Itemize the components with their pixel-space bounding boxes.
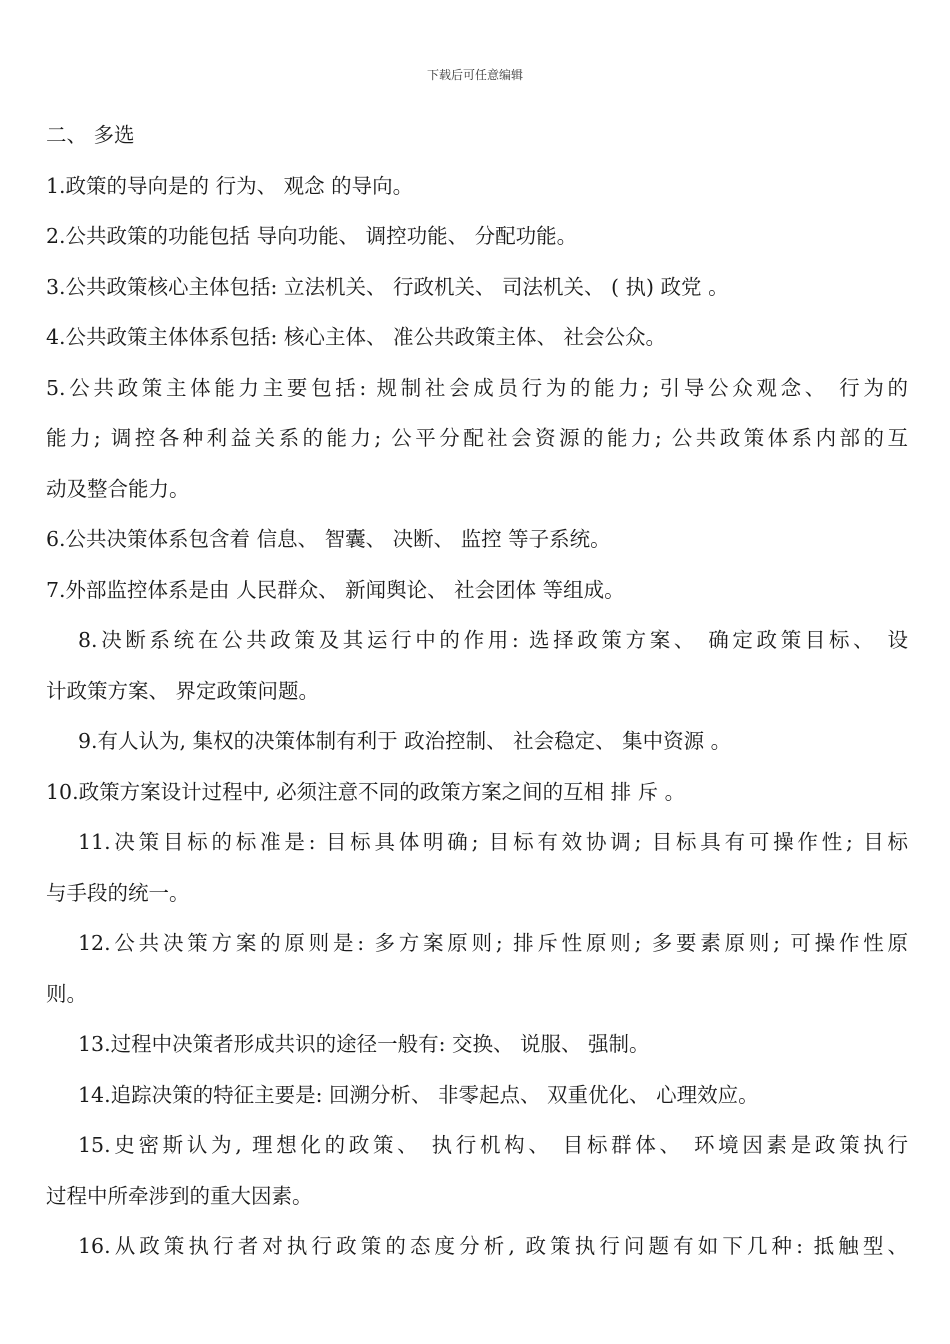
text-line: 计政策方案、 界定政策问题。 (46, 678, 320, 703)
text-line: 6.公共决策体系包含着 信息、 智囊、 决断、 监控 等子系统。 (46, 527, 611, 551)
text-line: 过程中所牵涉到的重大因素。 (46, 1183, 313, 1208)
text-line: 9.有人认为, 集权的决策体制有利于 政治控制、 社会稳定、 集中资源 。 (78, 729, 732, 753)
text-line: 11.决策目标的标准是: 目标具体明确; 目标有效协调; 目标具有可操作性; 目标 (78, 830, 908, 854)
text-line: 5.公共政策主体能力主要包括: 规制社会成员行为的能力; 引导公众观念、 行为的 (46, 375, 908, 400)
text-line: 3.公共政策核心主体包括: 立法机关、 行政机关、 司法机关、 ( 执) 政党 。 (46, 274, 729, 299)
text-line: 7.外部监控体系是由 人民群众、 新闻舆论、 社会团体 等组成。 (46, 577, 625, 602)
text-line: 1.政策的导向是的 行为、 观念 的导向。 (46, 173, 414, 198)
section-title: 二、 多选 (46, 123, 135, 147)
document-body (46, 110, 908, 1272)
text-line: 动及整合能力。 (46, 476, 190, 501)
text-line: 12.公共决策方案的原则是: 多方案原则; 排斥性原则; 多要素原则; 可操作性原 (78, 931, 908, 955)
text-line: 2.公共政策的功能包括 导向功能、 调控功能、 分配功能。 (46, 224, 578, 248)
text-lines (46, 161, 908, 1272)
text-line: 13.过程中决策者形成共识的途径一般有: 交换、 说服、 强制。 (78, 1032, 650, 1056)
text-line: 能力; 调控各种利益关系的能力; 公平分配社会资源的能力; 公共政策体系内部的互 (46, 426, 908, 450)
text-line: 16.从政策执行者对执行政策的态度分析, 政策执行问题有如下几种: 抵触型、 (78, 1234, 908, 1258)
text-line: 15.史密斯认为, 理想化的政策、 执行机构、 目标群体、 环境因素是政策执行 (78, 1133, 908, 1157)
page-header: 下载后可任意编辑 (426, 68, 523, 82)
text-line: 4.公共政策主体体系包括: 核心主体、 准公共政策主体、 社会公众。 (46, 325, 667, 349)
text-line: 8.决断系统在公共政策及其运行中的作用: 选择政策方案、 确定政策目标、 设 (78, 628, 908, 652)
text-line: 14.追踪决策的特征主要是: 回溯分析、 非零起点、 双重优化、 心理效应。 (78, 1082, 759, 1107)
text-line: 则。 (46, 981, 87, 1006)
text-line: 与手段的统一。 (46, 880, 190, 905)
text-line: 10.政策方案设计过程中, 必须注意不同的政策方案之间的互相 排 斥 。 (46, 779, 686, 804)
